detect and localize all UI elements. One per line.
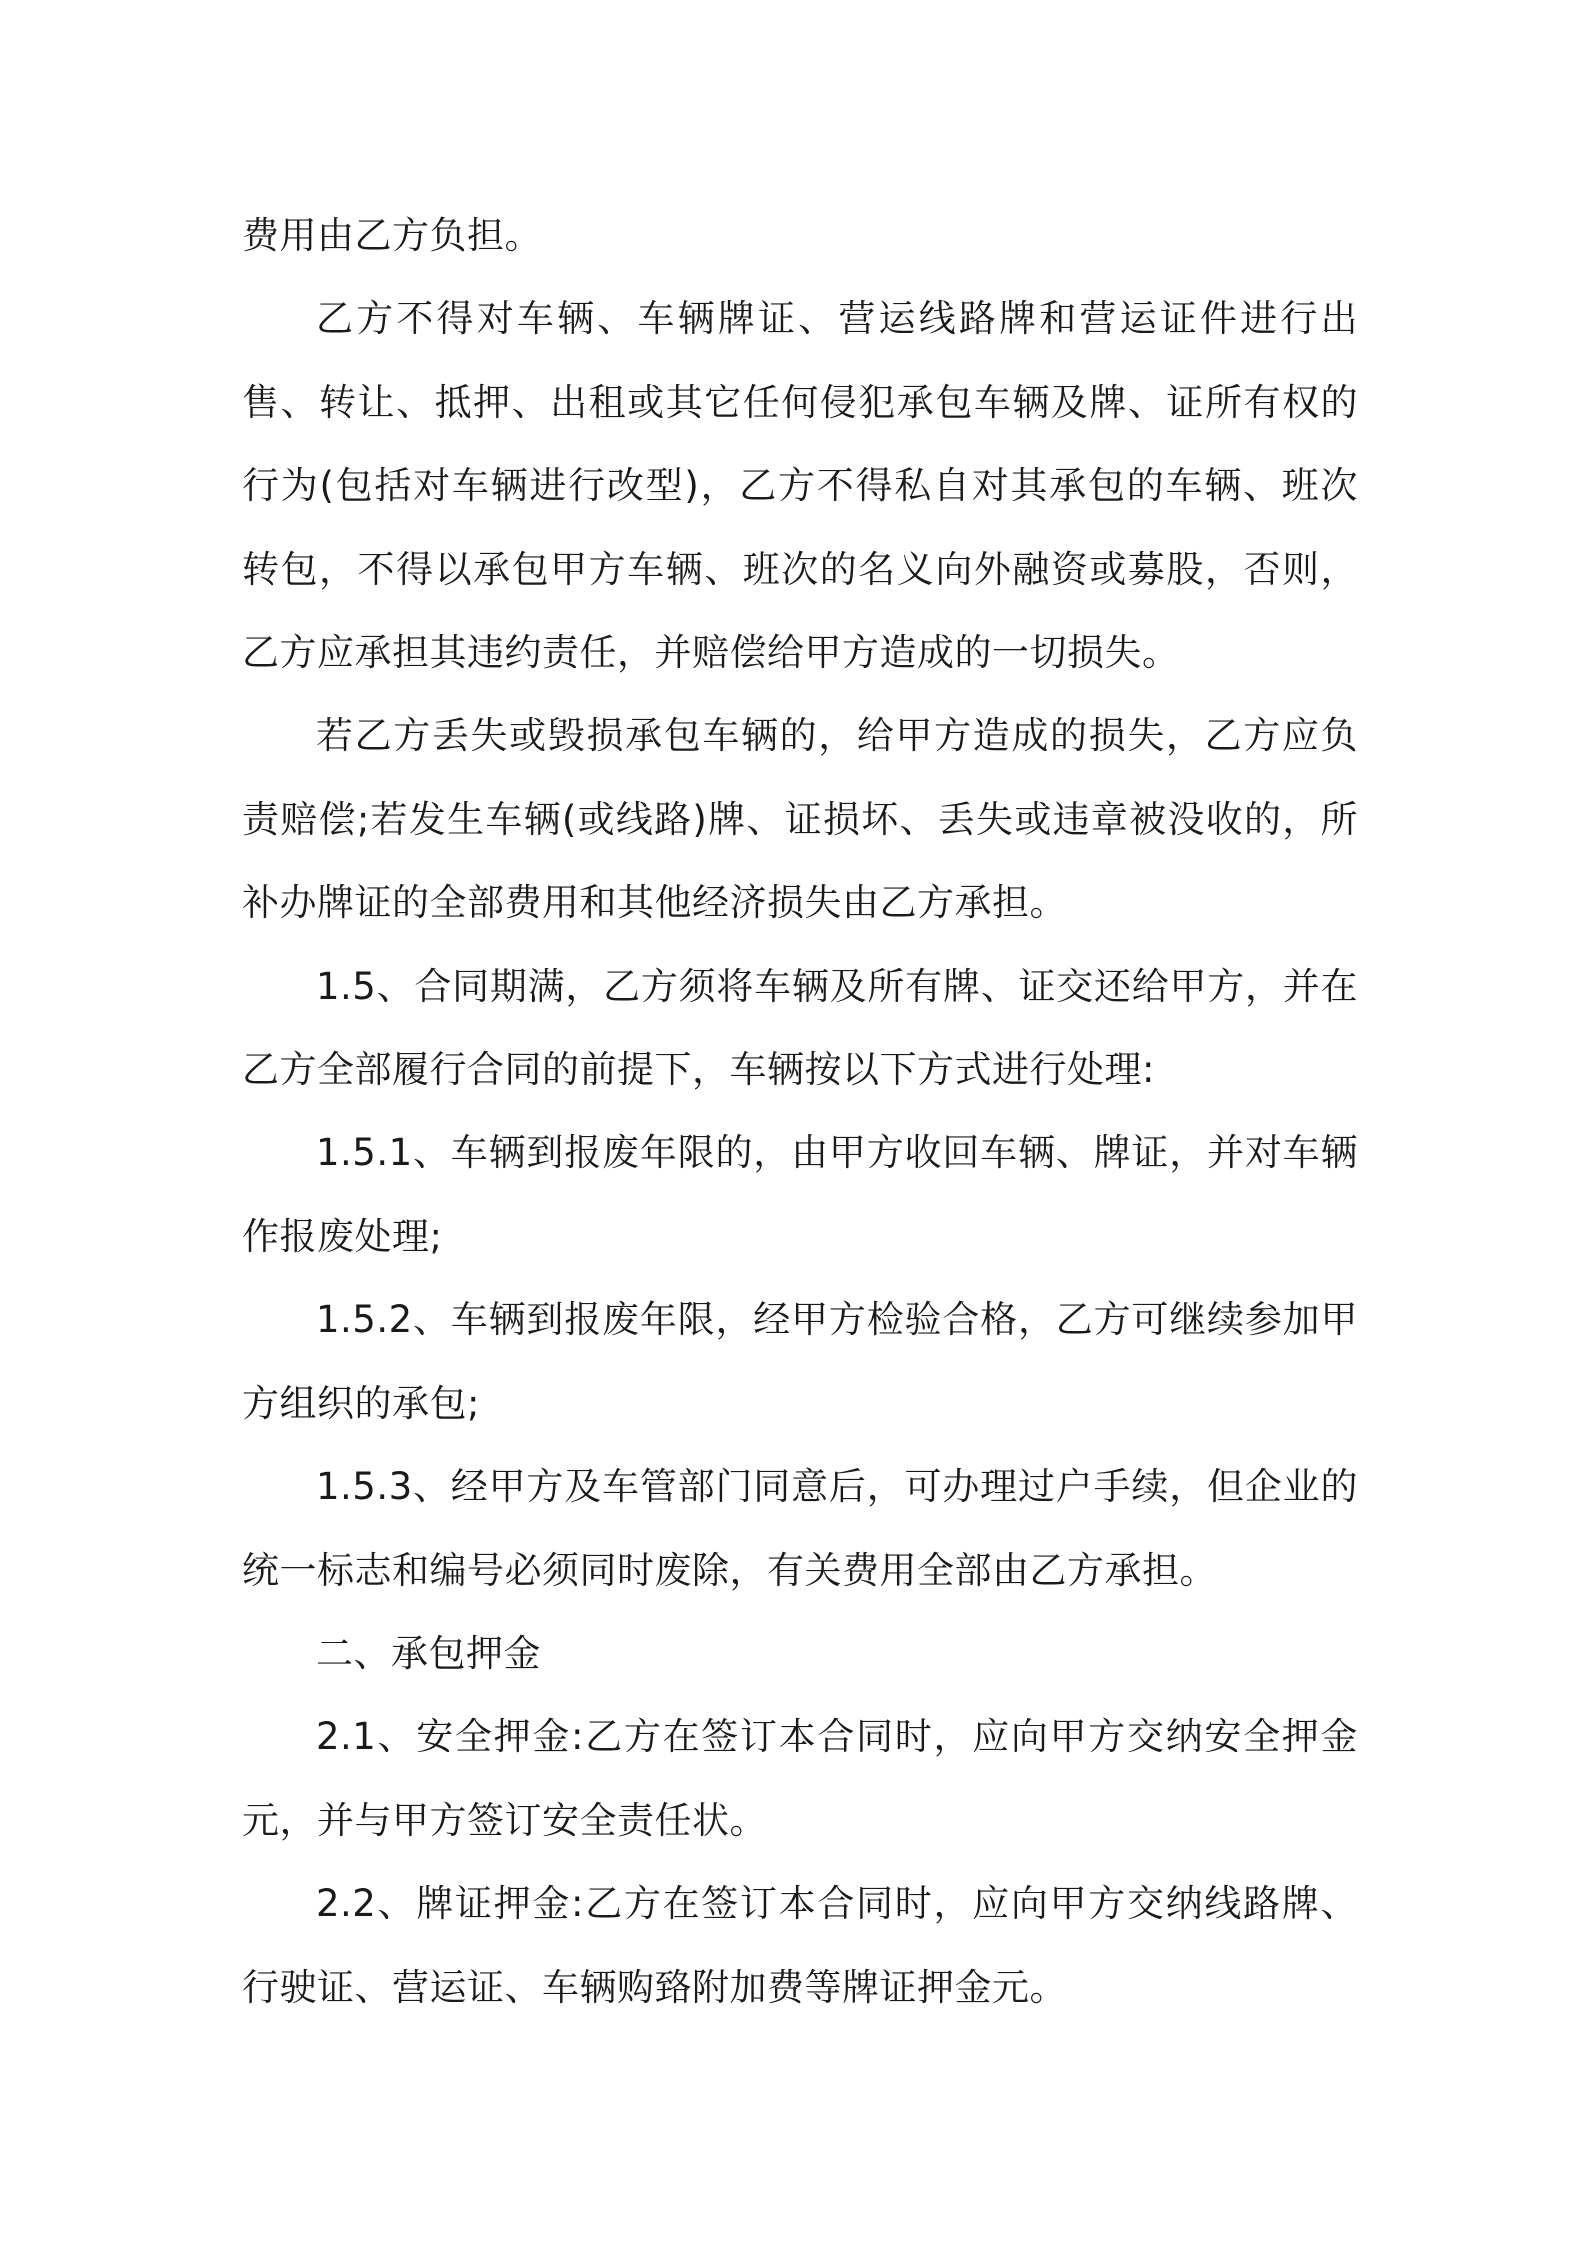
section-heading-deposit: 二、承包押金 [316, 1631, 541, 1675]
paragraph-fee-burden: 费用由乙方负担。 [242, 214, 542, 257]
paragraph-clause-2-2: 2.2、牌证押金:乙方在签订本合同时，应向甲方交纳线路牌、行驶证、营运证、车辆购臵附加费等牌证押金元。 [242, 1882, 1358, 2009]
paragraph-clause-1-5-1: 1.5.1、车辆到报废年限的，由甲方收回车辆、牌证，并对车辆作报废处理; [242, 1131, 1358, 1258]
document-body [242, 194, 1358, 2029]
paragraph-clause-1-5-3: 1.5.3、经甲方及车管部门同意后，可办理过户手续，但企业的统一标志和编号必须同时废除，有关费用全部由乙方承担。 [242, 1465, 1358, 1592]
paragraph-loss-compensation: 若乙方丢失或毁损承包车辆的，给甲方造成的损失，乙方应负责赔偿;若发生车辆(或线路)牌、证损坏、丢失或违章被没收的，所补办牌证的全部费用和其他经济损失由乙方承担。 [242, 714, 1358, 925]
paragraph-prohibited-acts: 乙方不得对车辆、车辆牌证、营运线路牌和营运证件进行出售、转让、抵押、出租或其它任何侵犯承包车辆及牌、证所有权的行为(包括对车辆进行改型)，乙方不得私自对其承包的车辆、班次转包，不得以承包甲方车辆、班次的名义向外融资或募股，否则，乙方应承担其违约责任，并赔偿给甲方造成的一切损失。 [242, 297, 1358, 675]
paragraph-clause-2-1: 2.1、安全押金:乙方在签订本合同时，应向甲方交纳安全押金元，并与甲方签订安全责任状。 [242, 1715, 1358, 1842]
paragraph-clause-1-5-2: 1.5.2、车辆到报废年限，经甲方检验合格，乙方可继续参加甲方组织的承包; [242, 1298, 1358, 1425]
paragraph-clause-1-5: 1.5、合同期满，乙方须将车辆及所有牌、证交还给甲方，并在乙方全部履行合同的前提下，车辆按以下方式进行处理: [242, 964, 1358, 1092]
